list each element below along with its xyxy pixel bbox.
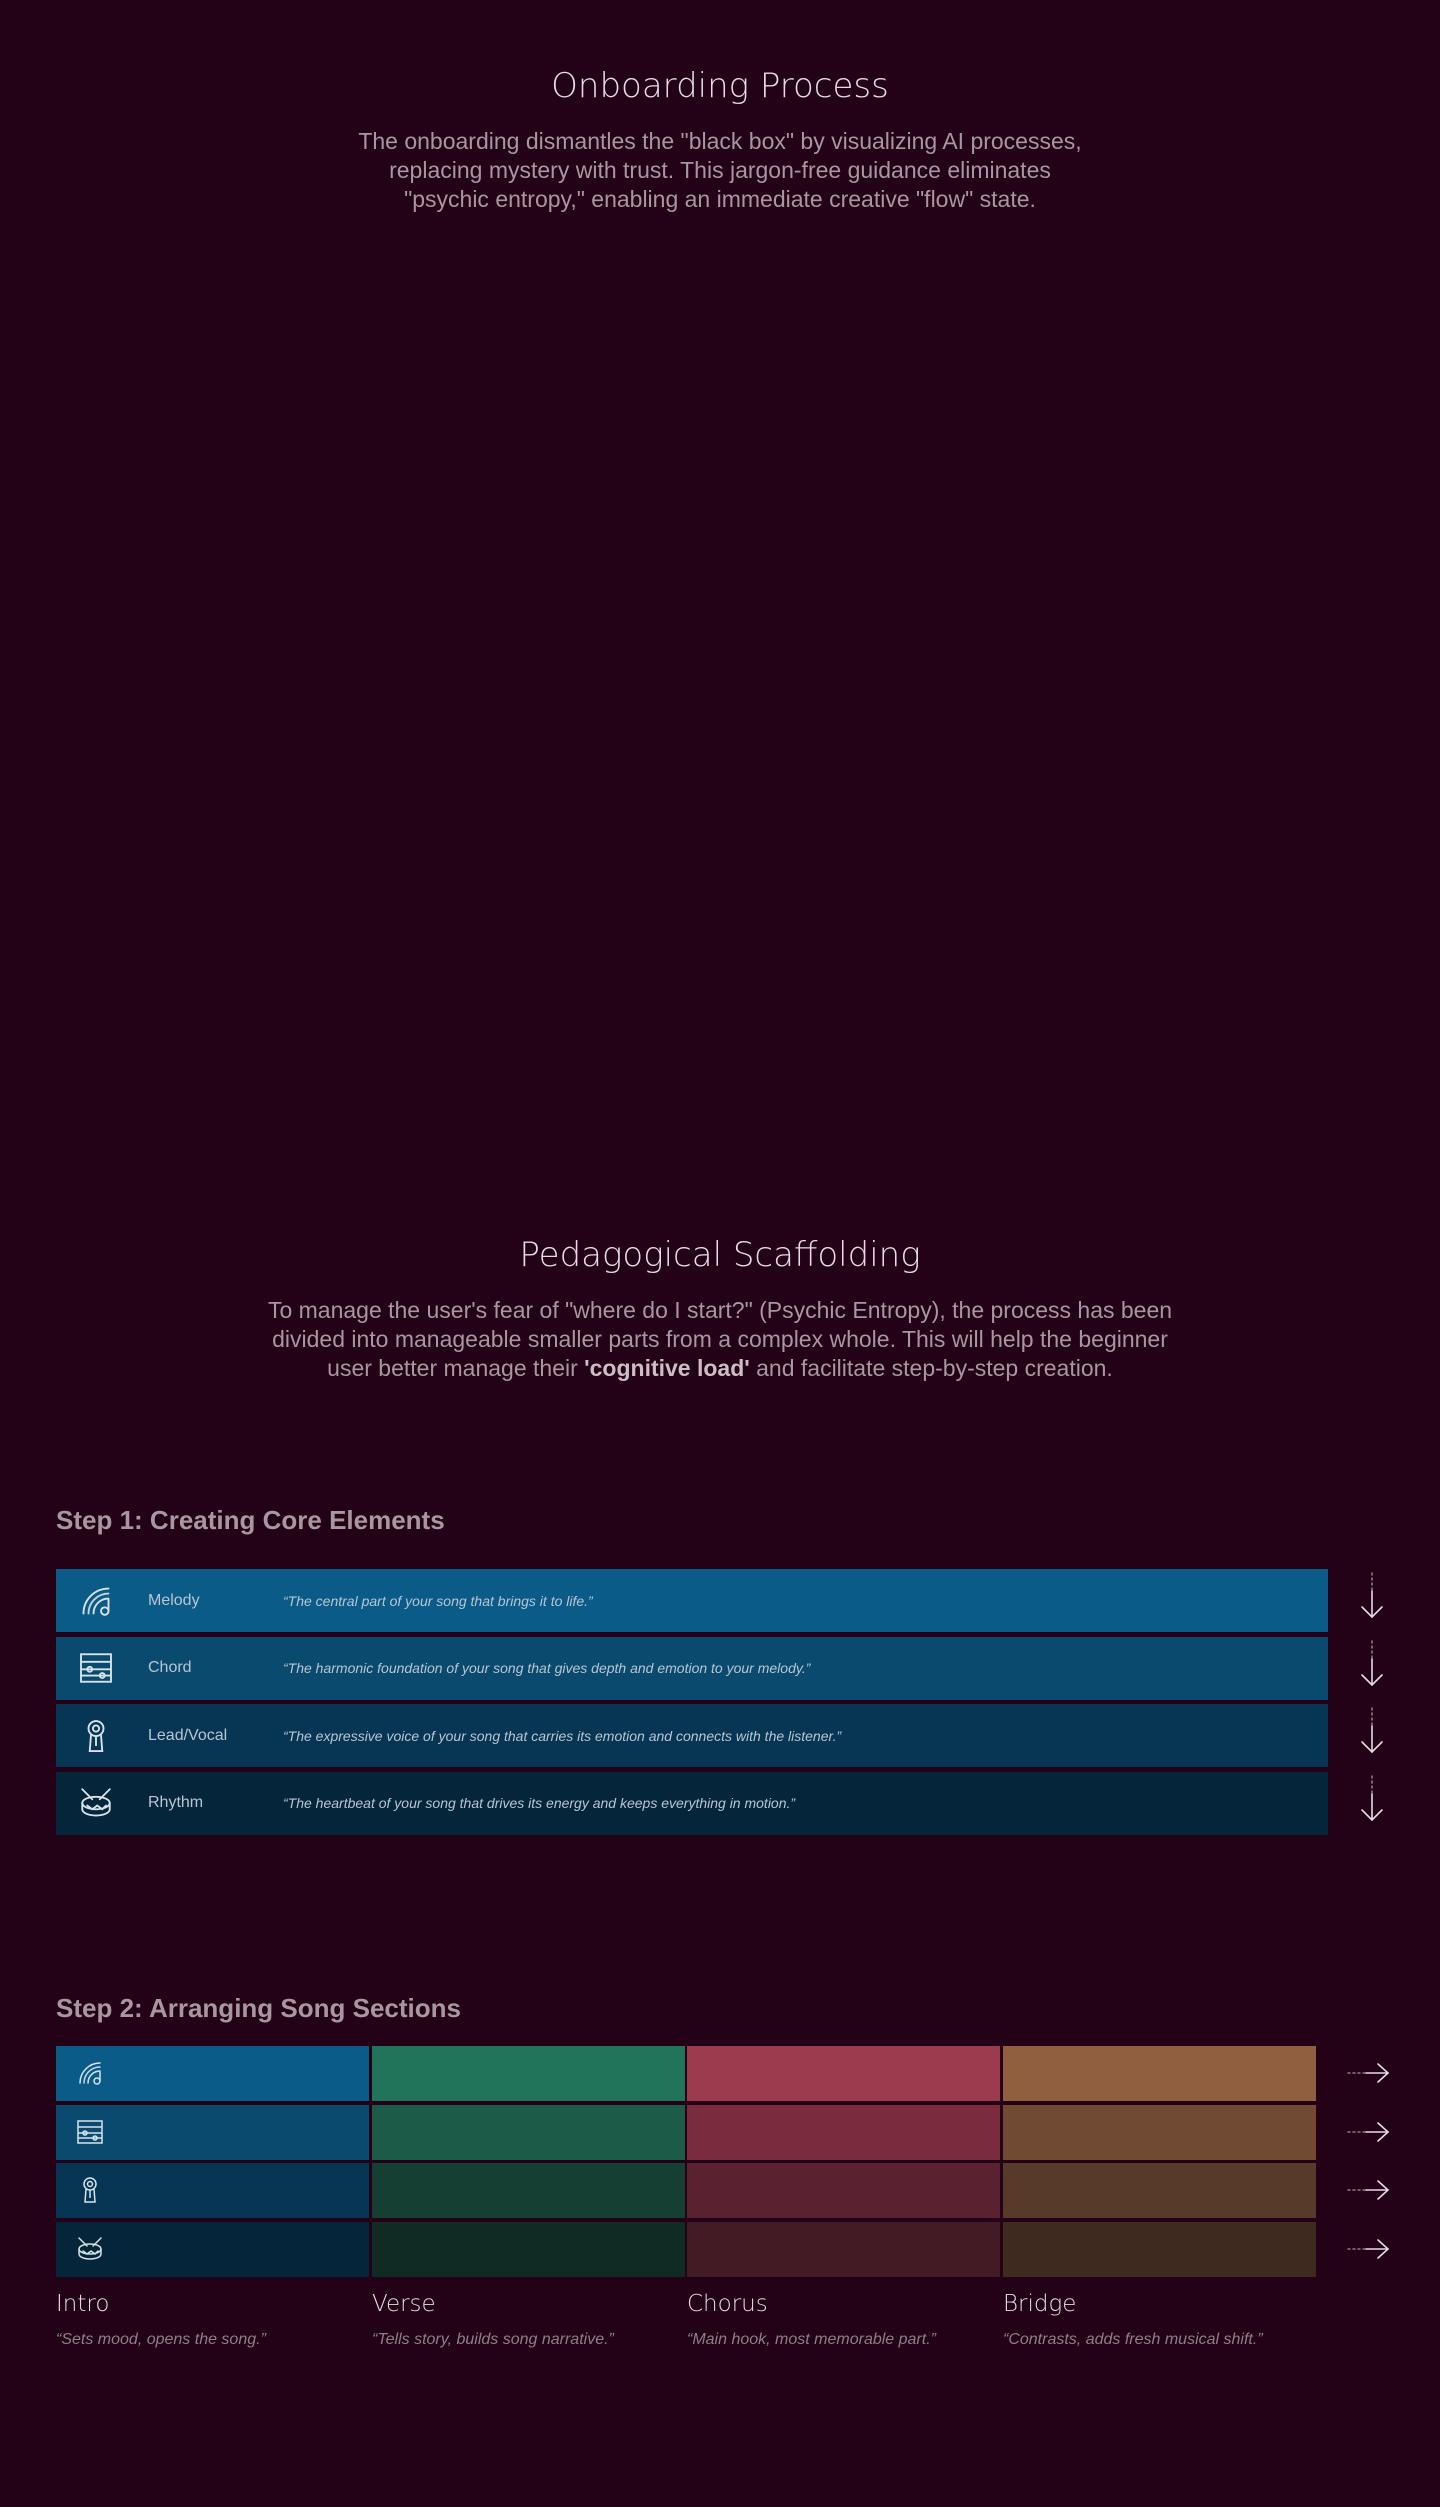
down-arrow-icon[interactable]: [1352, 1772, 1392, 1835]
section-cell-intro[interactable]: [56, 2222, 369, 2277]
core-element-quote: “The expressive voice of your song that carries its emotion and connects with the listener.”: [283, 1727, 842, 1744]
step1-label: Step 1:: [56, 1505, 143, 1535]
melody-icon: [74, 2057, 106, 2089]
section-cell-intro[interactable]: [56, 2046, 369, 2101]
section-quote: “Contrasts, adds fresh musical shift.”: [1003, 2331, 1263, 2348]
vocal-icon: [74, 2174, 106, 2206]
scaffolding-title: Pedagogical Scaffolding: [519, 1235, 921, 1275]
chord-icon: [74, 2116, 106, 2148]
section-cell-chorus[interactable]: [687, 2105, 1000, 2160]
core-element-quote: “The heartbeat of your song that drives its energy and keeps everything in motion.”: [283, 1795, 796, 1811]
section-name: Intro: [56, 2291, 110, 2317]
scaffolding-description: To manage the user's fear of "where do I start?" (Psychic Entropy), the process has been divided into manageable smaller parts from a complex whole. This will help the beginner user better manage their 'cognitive load' and facilitate step-by-step creation.: [267, 1297, 1173, 1381]
core-element-row-rhythm[interactable]: [56, 1772, 1328, 1835]
core-element-name: Chord: [148, 1659, 192, 1676]
step2-heading: [56, 1993, 461, 2024]
melody-icon: [76, 1581, 116, 1621]
section-quote: “Main hook, most memorable part.”: [687, 2331, 936, 2348]
vocal-icon: [76, 1716, 116, 1756]
right-arrow-icon[interactable]: [1344, 2222, 1394, 2277]
section-cell-verse[interactable]: [372, 2046, 685, 2101]
section-cell-bridge[interactable]: [1003, 2222, 1316, 2277]
section-cell-bridge[interactable]: [1003, 2105, 1316, 2160]
section-quote: “Sets mood, opens the song.”: [56, 2331, 266, 2348]
core-element-quote: “The central part of your song that brings it to life.”: [283, 1592, 593, 1609]
section-name: Bridge: [1003, 2291, 1077, 2317]
section-cell-intro[interactable]: [56, 2105, 369, 2160]
section-cell-intro[interactable]: [56, 2163, 369, 2218]
right-arrow-icon[interactable]: [1344, 2105, 1394, 2160]
core-element-name: Melody: [148, 1591, 200, 1609]
down-arrow-icon[interactable]: [1352, 1637, 1392, 1700]
down-arrow-icon[interactable]: [1352, 1569, 1392, 1632]
section-cell-bridge[interactable]: [1003, 2163, 1316, 2218]
down-arrow-icon[interactable]: [1352, 1704, 1392, 1767]
step1-heading: [56, 1505, 445, 1536]
core-element-row-chord[interactable]: [56, 1637, 1328, 1700]
core-element-quote: “The harmonic foundation of your song that gives depth and emotion to your melody.”: [283, 1660, 811, 1676]
core-element-name: Rhythm: [148, 1794, 204, 1811]
section-cell-chorus[interactable]: [687, 2163, 1000, 2218]
section-quote: “Tells story, builds song narrative.”: [372, 2331, 614, 2348]
core-element-name: Lead/Vocal: [148, 1726, 228, 1744]
core-element-row-melody[interactable]: [56, 1569, 1328, 1632]
section-cell-verse[interactable]: [372, 2105, 685, 2160]
right-arrow-icon[interactable]: [1344, 2046, 1394, 2101]
section-name: Chorus: [687, 2291, 768, 2317]
right-arrow-icon[interactable]: [1344, 2163, 1394, 2218]
section-cell-chorus[interactable]: [687, 2222, 1000, 2277]
rhythm-icon: [76, 1783, 116, 1823]
rhythm-icon: [74, 2233, 106, 2265]
onboarding-description: The onboarding dismantles the "black box" by visualizing AI processes, replacing mystery with trust. This jargon-free guidance eliminates "psychic entropy," enabling an immediate creative "flow" state.: [358, 128, 1082, 212]
step1-title: Creating Core Elements: [149, 1505, 445, 1535]
section-cell-verse[interactable]: [372, 2163, 685, 2218]
section-cell-chorus[interactable]: [687, 2046, 1000, 2101]
section-name: Verse: [372, 2291, 436, 2317]
step2-title: Arranging Song Sections: [148, 1993, 461, 2023]
section-cell-verse[interactable]: [372, 2222, 685, 2277]
core-element-row-lead-vocal[interactable]: [56, 1704, 1328, 1767]
chord-icon: [76, 1648, 116, 1688]
section-cell-bridge[interactable]: [1003, 2046, 1316, 2101]
cognitive-load-emphasis: 'cognitive load': [584, 1355, 750, 1381]
onboarding-title: Onboarding Process: [551, 66, 889, 106]
step2-label: Step 2:: [56, 1993, 143, 2023]
